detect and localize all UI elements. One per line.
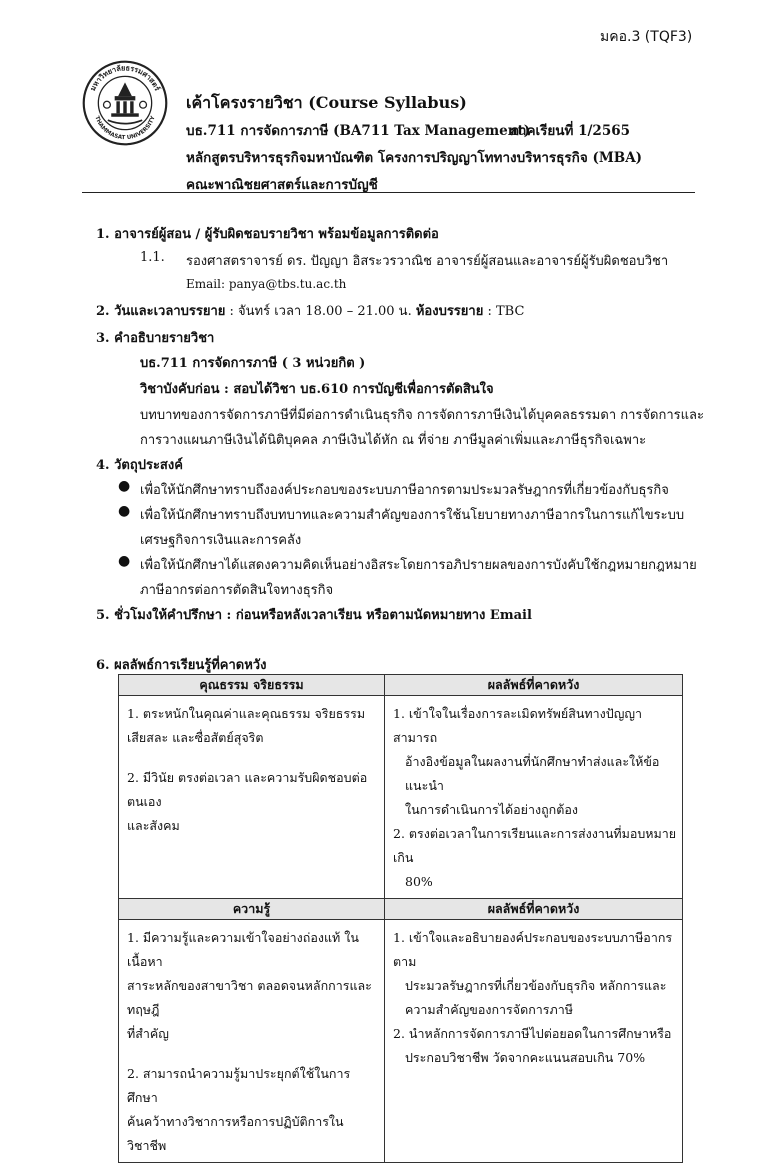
document-code: มคอ.3 (TQF3) xyxy=(600,29,693,45)
table-row xyxy=(119,696,683,899)
section-1-heading: 1. อาจารย์ผู้สอน / ผู้รับผิดชอบรายวิชา พร้อมข้อมูลการติดต่อ xyxy=(96,227,439,242)
ethics-outcome-2a: 2. ตรงต่อเวลาในการเรียนและการส่งงานที่มอบหมาย เกิน xyxy=(393,826,677,865)
course-description-line-1: บทบาทของการจัดการภาษีที่มีต่อการดำเนินธุรกิจ การจัดการภาษีเงินได้บุคคลธรรมดา การจัดการและ xyxy=(140,408,704,423)
knowledge-outcome-1b: ประมวลรัษฎากรที่เกี่ยวข้องกับธุรกิจ หลักการและ xyxy=(405,978,667,993)
section-3-heading: 3. คำอธิบายรายวิชา xyxy=(96,331,215,346)
objective-1: เพื่อให้นักศึกษาทราบถึงองค์ประกอบของระบบภาษีอากรตามประมวลรัษฎากรที่เกี่ยวข้องกับธุรกิจ xyxy=(140,483,669,498)
objective-3-line-2: ภาษีอากรต่อการตัดสินใจทางธุรกิจ xyxy=(140,583,334,598)
knowledge-item-1a: 1. มีความรู้และความเข้าใจอย่างถ่องแท้ ในเนื้อหา xyxy=(127,930,359,969)
lecture-time-value: : จันทร์ เวลา 18.00 – 21.00 น. xyxy=(225,304,416,319)
knowledge-outcome-2b: ประกอบวิชาชีพ วัดจากคะแนนสอบเกิน 70% xyxy=(405,1050,646,1065)
expected-outcome-column-header: ผลลัพธ์ที่คาดหวัง xyxy=(385,675,683,696)
knowledge-item-1b: สาระหลักของสาขาวิชา ตลอดจนหลักการและทฤษฎี xyxy=(127,978,372,1017)
section-6-heading: 6. ผลลัพธ์การเรียนรู้ที่คาดหวัง xyxy=(96,658,267,673)
program-name: หลักสูตรบริหารธุรกิจมหาบัณฑิต โครงการปริญญาโททางบริหารธุรกิจ (MBA) xyxy=(186,150,643,166)
objective-2-line-1: เพื่อให้นักศึกษาทราบถึงบทบาทและความสำคัญของการใช้นโยบายทางภาษีอากรในการแก้ไขระบบ xyxy=(140,508,685,523)
knowledge-item-1c: ที่สำคัญ xyxy=(127,1026,169,1041)
instructor-number: 1.1. xyxy=(140,250,165,265)
instructor-email: Email: panya@tbs.tu.ac.th xyxy=(186,277,347,291)
bullet-icon: ● xyxy=(118,478,131,494)
svg-text:THAMMASAT UNIVERSITY: THAMMASAT UNIVERSITY xyxy=(93,115,157,142)
ethics-item-1b: เสียสละ และซื่อสัตย์สุจริต xyxy=(127,730,264,745)
bullet-icon: ● xyxy=(118,503,131,519)
knowledge-outcome-1a: 1. เข้าใจและอธิบายองค์ประกอบของระบบภาษีอากรตาม xyxy=(393,930,673,969)
knowledge-right-cell xyxy=(385,920,683,1163)
svg-text:มหาวิทยาลัยธรรมศาสตร์: มหาวิทยาลัยธรรมศาสตร์ xyxy=(88,63,162,93)
knowledge-outcome-1c: ความสำคัญของการจัดการภาษี xyxy=(405,1002,573,1017)
ethics-outcome-2b: 80% xyxy=(405,874,433,889)
ethics-column-header: คุณธรรม จริยธรรม xyxy=(119,675,385,696)
expected-outcome-column-header: ผลลัพธ์ที่คาดหวัง xyxy=(385,899,683,920)
ethics-item-1a: 1. ตระหนักในคุณค่าและคุณธรรม จริยธรรม xyxy=(127,706,366,721)
faculty-name: คณะพาณิชยศาสตร์และการบัญชี xyxy=(186,177,378,193)
syllabus-title: เค้าโครงรายวิชา (Course Syllabus) xyxy=(186,93,467,112)
knowledge-item-2a: 2. สามารถนำความรู้มาประยุกต์ใช้ในการศึกษา xyxy=(127,1066,351,1105)
instructor-info: รองศาสตราจารย์ ดร. ปัญญา อิสระวรวาณิช อาจารย์ผู้สอนและอาจารย์ผู้รับผิดชอบวิชา xyxy=(186,254,669,269)
table-row xyxy=(119,920,683,1163)
university-seal-logo xyxy=(82,60,168,146)
ethics-left-cell xyxy=(119,696,385,899)
ethics-outcome-1a: 1. เข้าใจในเรื่องการละเมิดทรัพย์สินทางปัญญาสามารถ xyxy=(393,706,643,745)
objective-3-line-1: เพื่อให้นักศึกษาได้แสดงความคิดเห็นอย่างอิสระโดยการอภิปรายผลของการบังคับใช้กฎหมายกฎหมาย xyxy=(140,558,697,573)
bullet-icon: ● xyxy=(118,553,131,569)
lecture-time-label: 2. วันและเวลาบรรยาย xyxy=(96,304,226,319)
course-description-line-2: การวางแผนภาษีเงินได้นิติบุคคล ภาษีเงินได้หัก ณ ที่จ่าย ภาษีมูลค่าเพิ่มและภาษีธุรกิจเฉพาะ xyxy=(140,433,647,448)
course-name: บธ.711 การจัดการภาษี (BA711 Tax Management) xyxy=(186,123,531,139)
knowledge-item-2b: ค้นคว้าทางวิชาการหรือการปฏิบัติการในวิชาชีพ xyxy=(127,1114,344,1153)
room-label: ห้องบรรยาย xyxy=(415,304,484,319)
course-code-credits: บธ.711 การจัดการภาษี ( 3 หน่วยกิต ) xyxy=(140,356,366,371)
ethics-outcome-1c: ในการดำเนินการได้อย่างถูกต้อง xyxy=(405,802,578,817)
knowledge-left-cell xyxy=(119,920,385,1163)
room-value: : TBC xyxy=(483,304,525,319)
header-divider xyxy=(82,192,695,193)
learning-outcomes-table xyxy=(118,674,683,1163)
knowledge-outcome-2a: 2. นำหลักการจัดการภาษีไปต่อยอดในการศึกษาหรือ xyxy=(393,1026,672,1041)
semester: ภาคเรียนที่ 1/2565 xyxy=(510,123,631,139)
knowledge-column-header: ความรู้ xyxy=(119,899,385,920)
ethics-item-2b: และสังคม xyxy=(127,818,180,833)
ethics-outcome-1b: อ้างอิงข้อมูลในผลงานที่นักศึกษาทำส่งและให้ข้อแนะนำ xyxy=(405,754,660,793)
ethics-right-cell xyxy=(385,696,683,899)
section-4-heading: 4. วัตถุประสงค์ xyxy=(96,458,183,473)
section-5-consultation: 5. ชั่วโมงให้คำปรึกษา : ก่อนหรือหลังเวลาเรียน หรือตามนัดหมายทาง Email xyxy=(96,608,532,623)
table-header-row xyxy=(119,899,683,920)
prerequisite: วิชาบังคับก่อน : สอบได้วิชา บธ.610 การบัญชีเพื่อการตัดสินใจ xyxy=(140,382,494,397)
table-header-row xyxy=(119,675,683,696)
ethics-item-2a: 2. มีวินัย ตรงต่อเวลา และความรับผิดชอบต่อตนเอง xyxy=(127,770,368,809)
objective-2-line-2: เศรษฐกิจการเงินและการคลัง xyxy=(140,533,302,548)
section-2-lecture-time xyxy=(96,300,524,321)
